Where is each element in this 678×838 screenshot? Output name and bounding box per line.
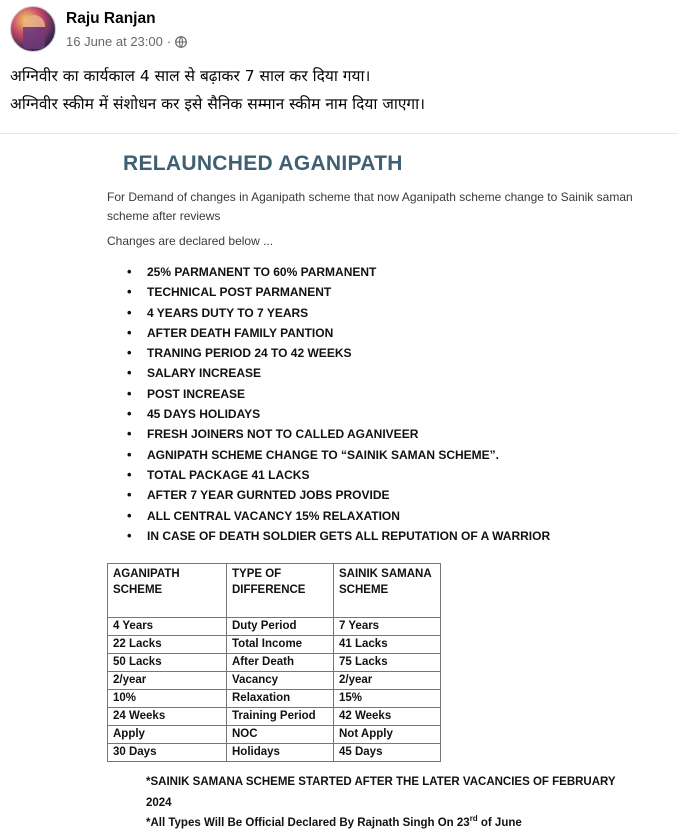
table-cell: 42 Weeks: [334, 708, 441, 726]
table-cell: Relaxation: [227, 690, 334, 708]
table-row: [108, 636, 441, 654]
post-header: [10, 6, 670, 54]
table-cell: Vacancy: [227, 672, 334, 690]
changes-label: Changes are declared below ...: [107, 234, 274, 248]
globe-icon[interactable]: [175, 36, 187, 48]
table-cell: 10%: [108, 690, 227, 708]
table-cell: 45 Days: [334, 744, 441, 762]
table-cell: 24 Weeks: [108, 708, 227, 726]
list-item: • 45 DAYS HOLIDAYS: [127, 404, 550, 424]
table-cell: 15%: [334, 690, 441, 708]
image-intro: For Demand of changes in Aganipath scheme that now Aganipath scheme change to Sainik saman scheme after reviews: [107, 190, 633, 223]
table-header-row: [108, 564, 441, 618]
footnote-declaration-end: of June: [477, 816, 522, 829]
table-cell: 7 Years: [334, 618, 441, 636]
footnote-ordinal: rd: [469, 814, 478, 823]
table-cell: NOC: [227, 726, 334, 744]
post-text: [10, 62, 670, 118]
list-item: • TOTAL PACKAGE 41 LACKS: [127, 465, 550, 485]
list-item: • AGNIPATH SCHEME CHANGE TO “SAINIK SAMAN SCHEME”.: [127, 445, 550, 465]
table-row: [108, 690, 441, 708]
post-meta: [66, 34, 187, 49]
post-text-line-2: अग्निवीर स्कीम में संशोधन कर इसे सैनिक सम्मान स्कीम नाम दिया जाएगा।: [10, 95, 426, 113]
list-item: • 25% PARMANENT TO 60% PARMANENT: [127, 262, 550, 282]
footnote-declaration-text: *All Types Will Be Official Declared By Rajnath Singh On 23: [146, 816, 470, 829]
list-item: • IN CASE OF DEATH SOLDIER GETS ALL REPUTATION OF A WARRIOR: [127, 526, 550, 546]
comparison-table: [107, 563, 441, 762]
changes-list: [127, 262, 550, 546]
table-header-cell: TYPE OF DIFFERENCE: [227, 564, 334, 618]
list-item: • POST INCREASE: [127, 384, 550, 404]
table-header-cell: SAINIK SAMANA SCHEME: [334, 564, 441, 618]
table-cell: 2/year: [334, 672, 441, 690]
list-item: • TECHNICAL POST PARMANENT: [127, 282, 550, 302]
table-row: [108, 672, 441, 690]
post-image[interactable]: [0, 133, 678, 838]
table-cell: 2/year: [108, 672, 227, 690]
table-row: [108, 726, 441, 744]
table-cell: Duty Period: [227, 618, 334, 636]
footnote-declaration: [146, 814, 522, 829]
list-item: • ALL CENTRAL VACANCY 15% RELAXATION: [127, 506, 550, 526]
list-item: • TRANING PERIOD 24 TO 42 WEEKS: [127, 343, 550, 363]
avatar[interactable]: [10, 6, 56, 52]
post-text-line-1: अग्निवीर का कार्यकाल 4 साल से बढ़ाकर 7 साल कर दिया गया।: [10, 67, 371, 85]
table-cell: 30 Days: [108, 744, 227, 762]
image-title: RELAUNCHED AGANIPATH: [123, 152, 403, 175]
table-cell: Holidays: [227, 744, 334, 762]
list-item: • AFTER DEATH FAMILY PANTION: [127, 323, 550, 343]
list-item: • FRESH JOINERS NOT TO CALLED AGANIVEER: [127, 424, 550, 444]
table-cell: Apply: [108, 726, 227, 744]
list-item: • 4 YEARS DUTY TO 7 YEARS: [127, 303, 550, 323]
list-item: • AFTER 7 YEAR GURNTED JOBS PROVIDE: [127, 485, 550, 505]
table-cell: Total Income: [227, 636, 334, 654]
author-name[interactable]: Raju Ranjan: [66, 10, 156, 27]
table-cell: Not Apply: [334, 726, 441, 744]
meta-separator: ·: [166, 34, 172, 49]
list-item: • SALARY INCREASE: [127, 363, 550, 383]
table-cell: 4 Years: [108, 618, 227, 636]
footnote-start-date: *SAINIK SAMANA SCHEME STARTED AFTER THE LATER VACANCIES OF FEBRUARY 2024: [146, 776, 616, 809]
table-cell: After Death: [227, 654, 334, 672]
table-cell: Training Period: [227, 708, 334, 726]
table-row: [108, 744, 441, 762]
post-timestamp[interactable]: 16 June at 23:00: [66, 34, 163, 49]
table-row: [108, 654, 441, 672]
table-cell: 50 Lacks: [108, 654, 227, 672]
table-row: [108, 618, 441, 636]
table-header-cell: AGANIPATH SCHEME: [108, 564, 227, 618]
table-cell: 22 Lacks: [108, 636, 227, 654]
table-cell: 41 Lacks: [334, 636, 441, 654]
table-row: [108, 708, 441, 726]
table-cell: 75 Lacks: [334, 654, 441, 672]
